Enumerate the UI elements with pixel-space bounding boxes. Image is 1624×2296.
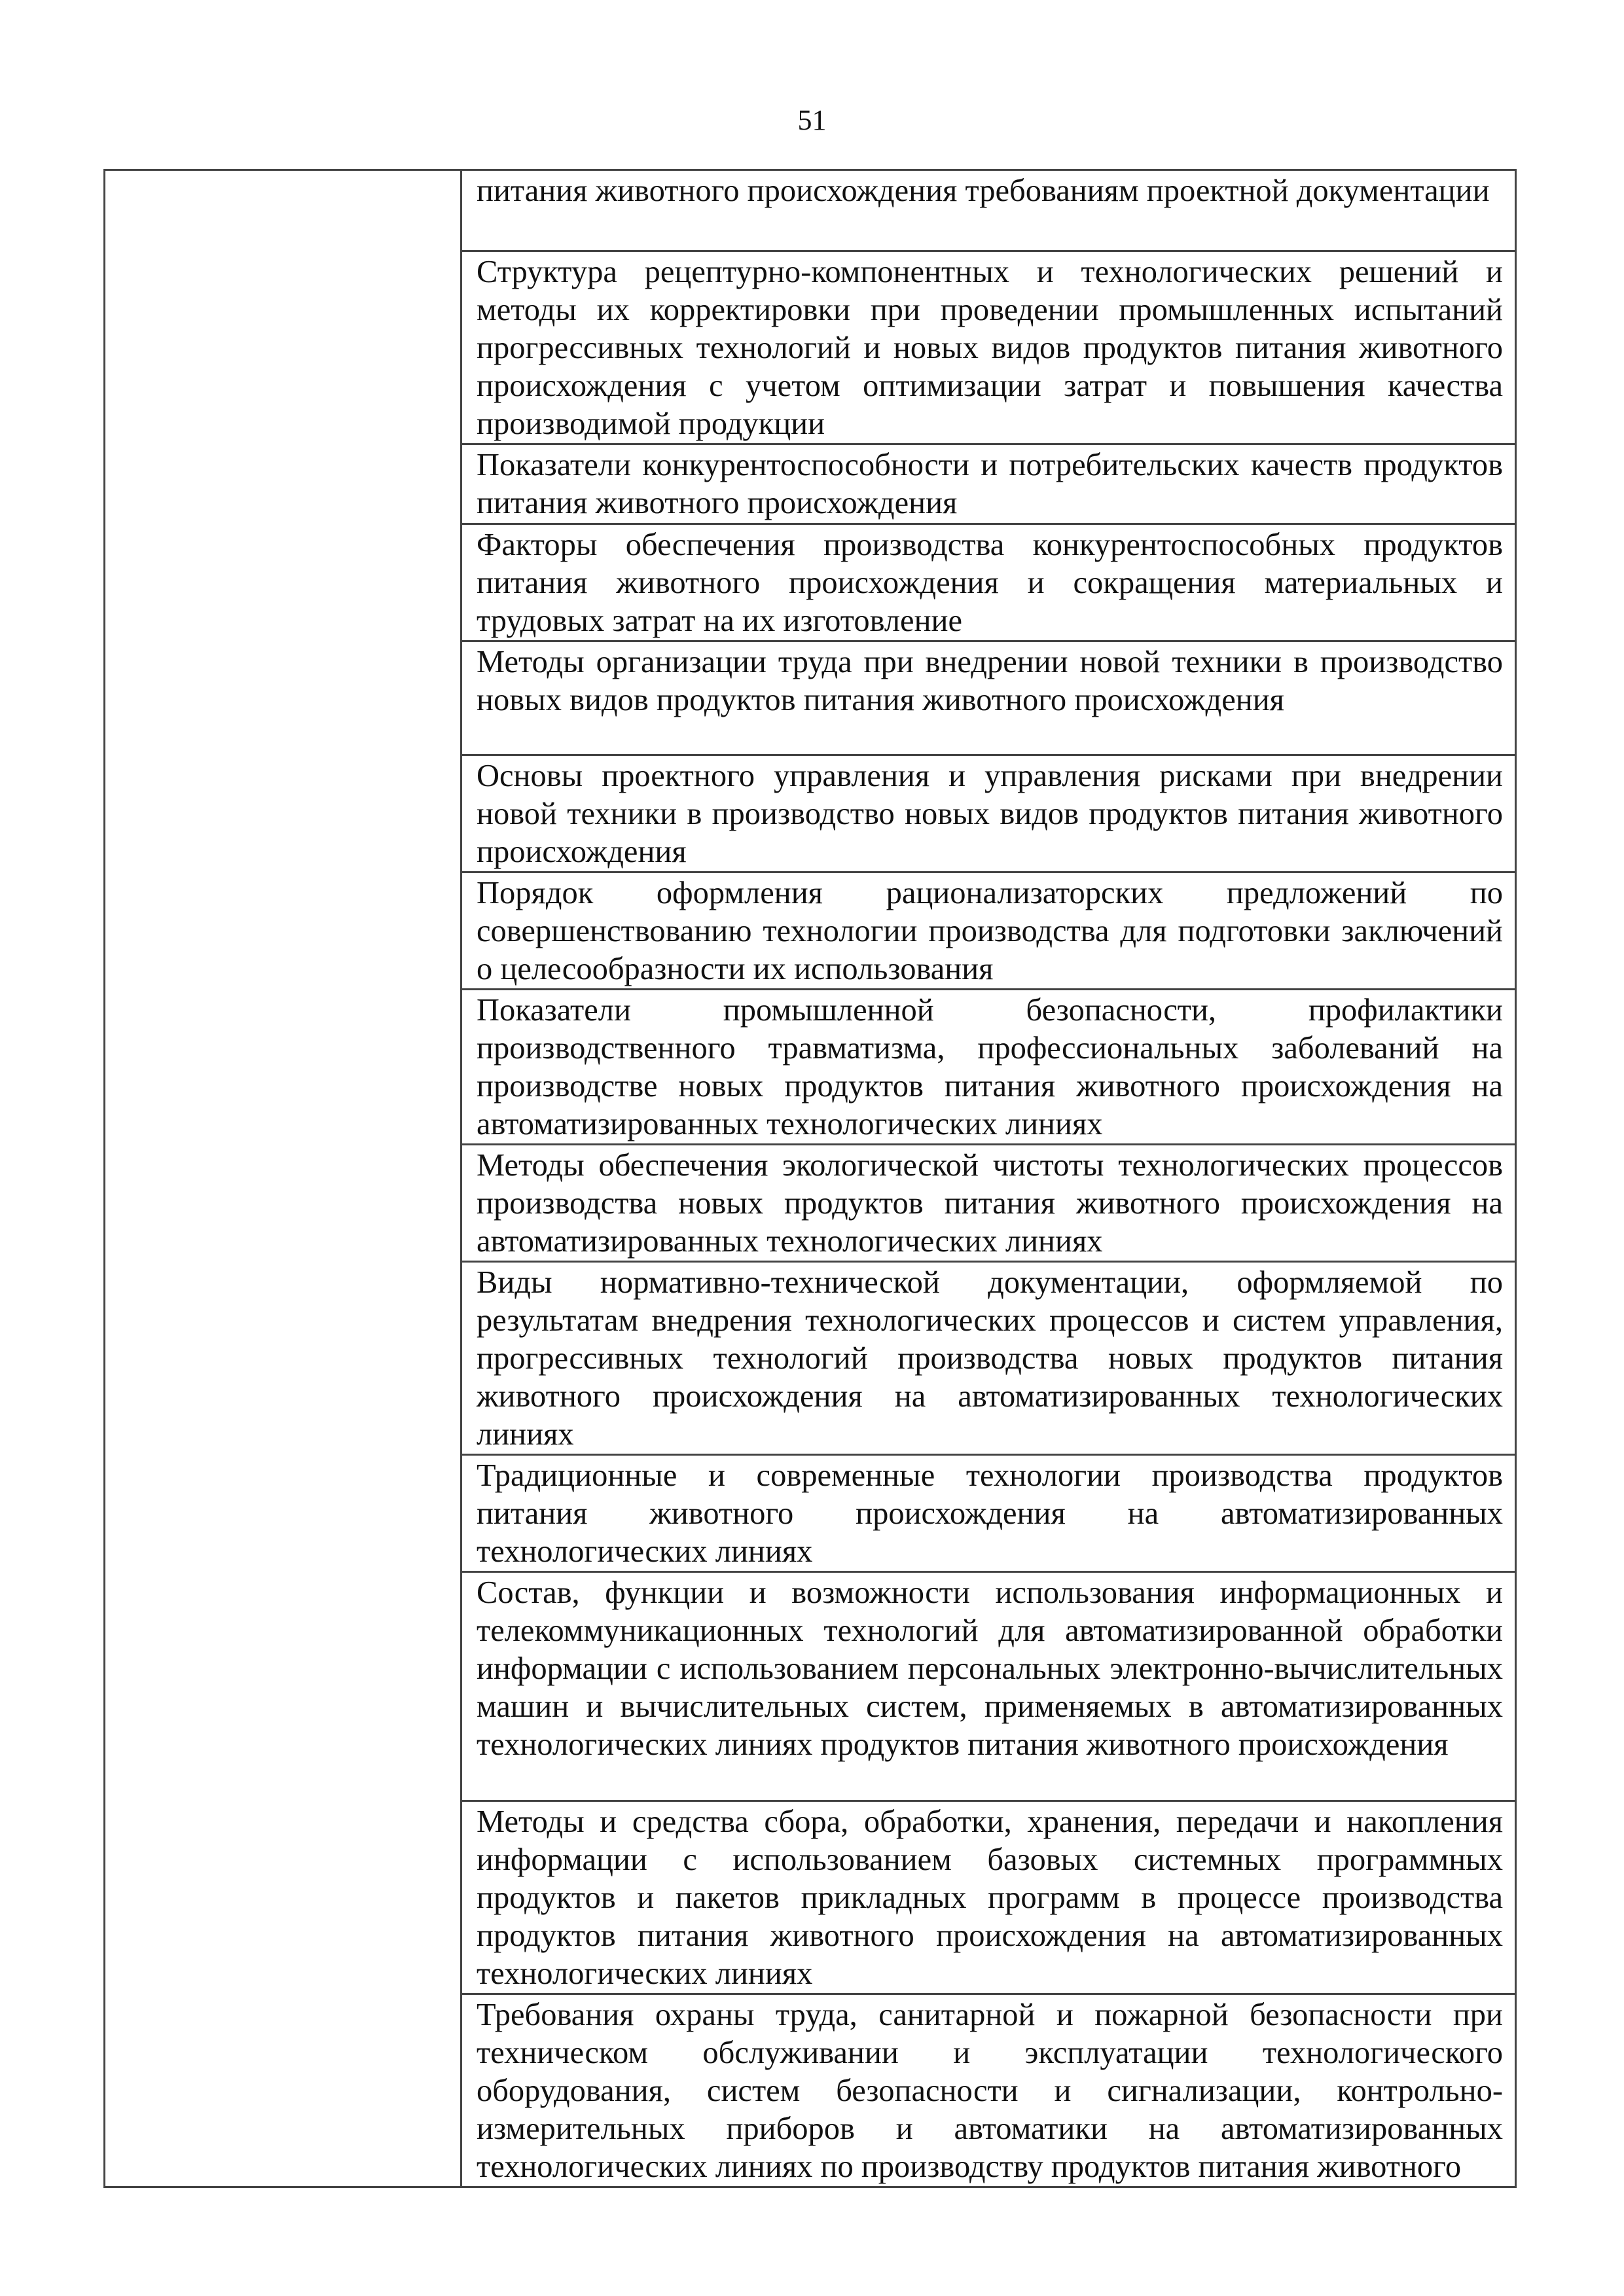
table-cell: Методы обеспечения экологической чистоты технологических процессов производства новых продуктов питания животного происхождения на автоматизированных технологических линиях [461,1145,1516,1262]
table-cell: Традиционные и современные технологии производства продуктов питания животного происхождения на автоматизированных технологических линиях [461,1455,1516,1572]
table-cell: Состав, функции и возможности использования информационных и телекоммуникационных технологий для автоматизированной обработки информации с использованием персональных электронно-вычислительных машин и вычислительных систем, применяемых в автоматизированных технологических линиях продуктов питания животного происхождения [461,1572,1516,1801]
table-cell: Виды нормативно-технической документации, оформляемой по результатам внедрения технологических процессов и систем управления, прогрессивных технологий производства новых продуктов питания животного происхождения на автоматизированных технологических линиях [461,1262,1516,1455]
table-cell: Методы организации труда при внедрении новой техники в производство новых видов продуктов питания животного происхождения [461,641,1516,755]
table-cell: Основы проектного управления и управления рисками при внедрении новой техники в производство новых видов продуктов питания животного происхождения [461,755,1516,872]
table-row [105,170,1516,251]
table-cell: Показатели промышленной безопасности, профилактики производственного травматизма, профессиональных заболеваний на производстве новых продуктов питания животного происхождения на автоматизированных технологических линиях [461,990,1516,1145]
table-cell: питания животного происхождения требованиям проектной документации [461,170,1516,251]
table-cell: Порядок оформления рационализаторских предложений по совершенствованию технологии производства для подготовки заключений о целесообразности их использования [461,872,1516,990]
table-cell: Структура рецептурно-компонентных и технологических решений и методы их корректировки при проведении промышленных испытаний прогрессивных технологий и новых видов продуктов питания животного происхождения с учетом оптимизации затрат и повышения качества производимой продукции [461,251,1516,444]
table-cell: Показатели конкурентоспособности и потребительских качеств продуктов питания животного происхождения [461,444,1516,524]
table-cell: Методы и средства сбора, обработки, хранения, передачи и накопления информации с использованием базовых системных программных продуктов и пакетов прикладных программ в процессе производства продуктов питания животного происхождения на автоматизированных технологических линиях [461,1801,1516,1994]
table-cell: Факторы обеспечения производства конкурентоспособных продуктов питания животного происхождения и сокращения материальных и трудовых затрат на их изготовление [461,524,1516,641]
page-number: 51 [797,104,827,136]
table-cell: Требования охраны труда, санитарной и пожарной безопасности при техническом обслуживании и эксплуатации технологического оборудования, систем безопасности и сигнализации, контрольно-измерительных приборов и автоматики на автоматизированных технологических линиях по производству продуктов питания животного [461,1994,1516,2187]
requirements-table [103,169,1517,2188]
empty-left-column [105,170,461,2187]
